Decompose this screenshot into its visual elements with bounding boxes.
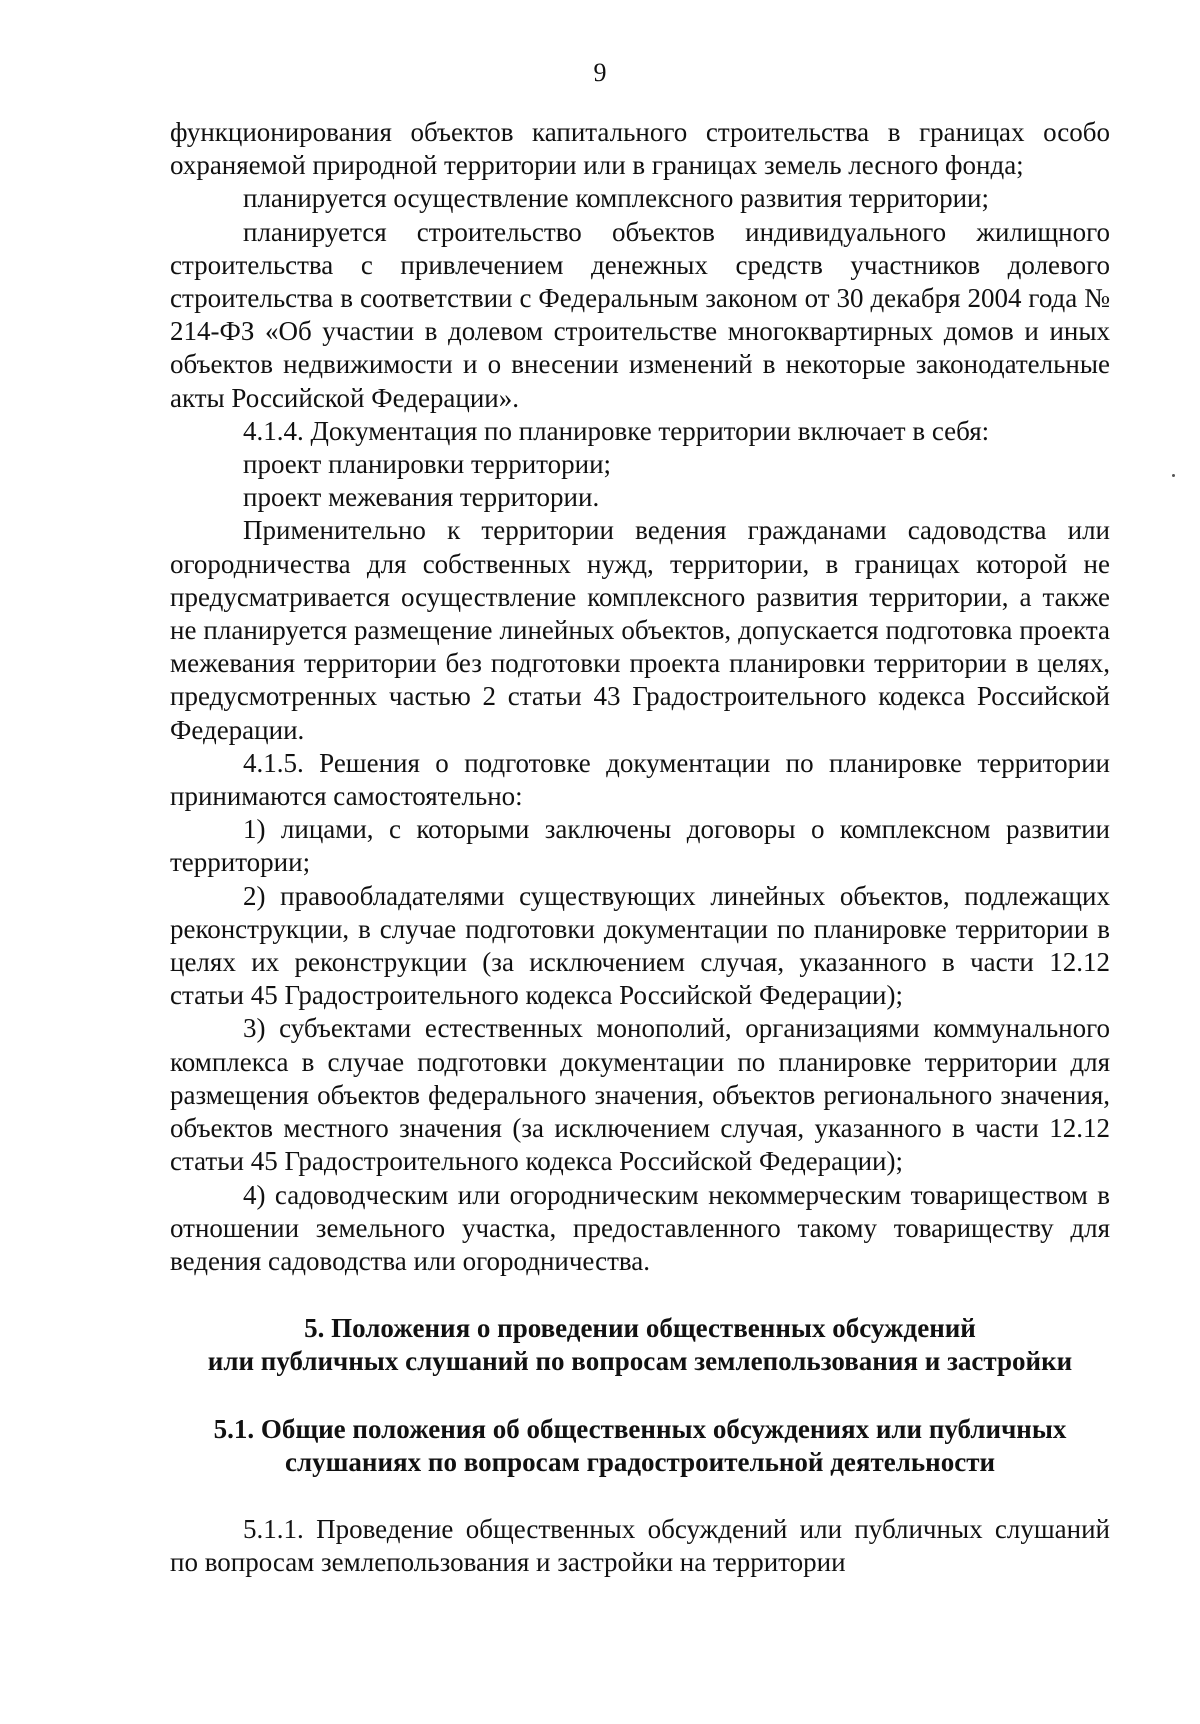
paragraph: проект межевания территории. xyxy=(243,482,600,513)
subsection-heading xyxy=(170,1413,1110,1479)
paragraph: 2) правообладателями существующих линейных объектов, подлежащих реконструкции, в случае подготовки документации по планировке территории в целях их реконструкции (за исключением случая, указанного в части 12.12 статьи 45 Градостроительного кодекса Российской Федерации); xyxy=(170,880,1110,1011)
document-body xyxy=(170,116,1110,1579)
paragraph: 3) субъектами естественных монополий, организациями коммунального комплекса в случае подготовки документации по планировке территории для размещения объектов федерального значения, объектов регионального значения, объектов местного значения (за исключением случая, указанного в части 12.12 статьи 45 Градостроительного кодекса Российской Федерации); xyxy=(170,1013,1110,1177)
paragraph: Применительно к территории ведения гражданами садоводства или огородничества для собственных нужд, территории, в границах которой не предусматривается осуществление комплексного развития территории, а также не планируется размещение линейных объектов, допускается подготовка проекта межевания территории без подготовки проекта планировки территории в целях, предусмотренных частью 2 статьи 43 Градостроительного кодекса Российской Федерации. xyxy=(170,515,1110,745)
section-heading-line: 5. Положения о проведении общественных обсуждений xyxy=(304,1313,976,1344)
paragraph: 4.1.5. Решения о подготовке документации по планировке территории принимаются самостоятельно: xyxy=(170,747,1110,812)
paragraph: планируется осуществление комплексного развития территории; xyxy=(243,183,989,214)
scan-speck xyxy=(1172,474,1175,477)
page-number: 9 xyxy=(593,58,607,87)
section-heading-line: или публичных слушаний по вопросам землепользования и застройки xyxy=(207,1346,1073,1377)
subsection-heading-line: слушаниях по вопросам градостроительной деятельности xyxy=(284,1446,996,1477)
subsection-heading-line: 5.1. Общие положения об общественных обсуждениях или публичных xyxy=(213,1413,1067,1444)
paragraph: функционирования объектов капитального строительства в границах особо охраняемой природной территории или в границах земель лесного фонда; xyxy=(170,117,1110,181)
paragraph: проект планировки территории; xyxy=(243,449,612,480)
paragraph: планируется строительство объектов индивидуального жилищного строительства с привлечением денежных средств участников долевого строительства в соответствии с Федеральным законом от 30 декабря 2004 года № 214-ФЗ «Об участии в долевом строительстве многоквартирных домов и иных объектов недвижимости и о внесении изменений в некоторые законодательные акты Российской Федерации». xyxy=(170,216,1110,413)
paragraph: 4) садоводческим или огородническим некоммерческим товариществом в отношении земельного участка, предоставленного такому товариществу для ведения садоводства или огородничества. xyxy=(170,1179,1110,1276)
paragraph: 5.1.1. Проведение общественных обсуждений или публичных слушаний по вопросам землепользования и застройки на территории xyxy=(170,1513,1110,1578)
section-heading xyxy=(170,1312,1110,1378)
paragraph: 1) лицами, с которыми заключены договоры о комплексном развитии территории; xyxy=(170,814,1110,878)
paragraph: 4.1.4. Документация по планировке территории включает в себя: xyxy=(243,415,990,446)
